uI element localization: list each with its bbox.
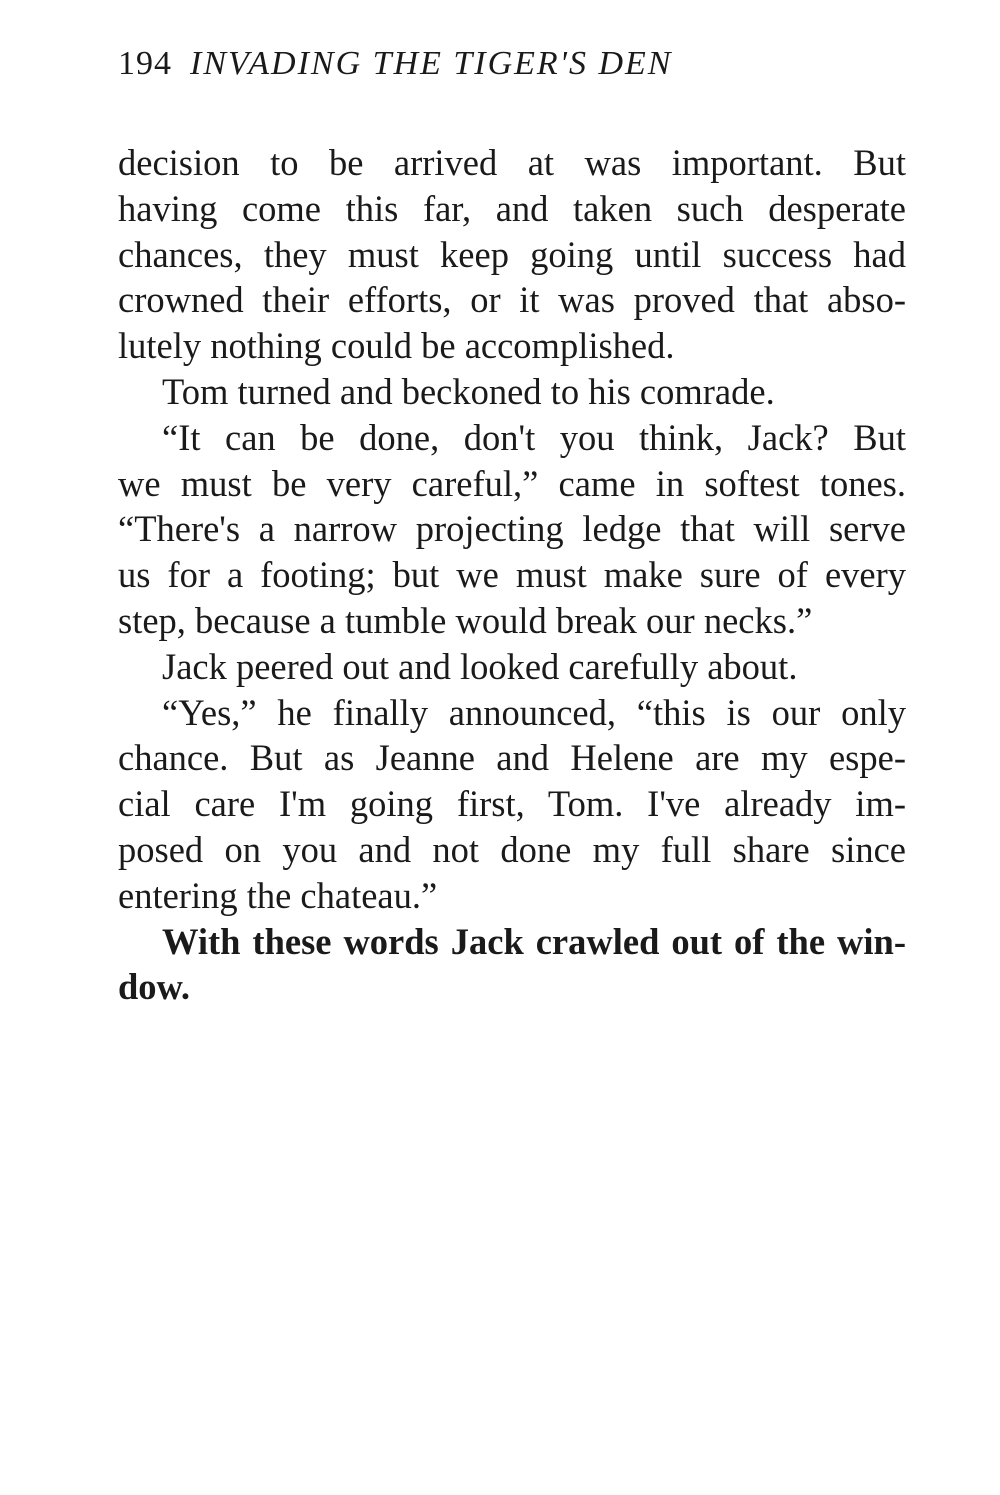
text-line: decision to be arrived at was important. But [118, 142, 906, 183]
text-line: dow. [118, 966, 191, 1008]
text-line: cial care I'm going first, Tom. I've already im- [118, 783, 906, 825]
text-line: “It can be done, don't you think, Jack? But [162, 416, 906, 458]
paragraph [118, 140, 906, 369]
running-head [118, 36, 906, 92]
text-line: “Yes,” he finally announced, “this is our only [162, 691, 906, 733]
paragraph [118, 644, 906, 690]
text-line: lutely nothing could be accomplished. [118, 325, 675, 367]
text-line: Jack peered out and looked carefully about. [162, 645, 798, 687]
paragraph [118, 690, 906, 919]
text-line: we must be very careful,” came in softest tones. [118, 462, 906, 504]
book-page [118, 36, 906, 1010]
text-line: chances, they must keep going until success had [118, 233, 906, 275]
paragraph [118, 415, 906, 644]
paragraph [118, 919, 906, 1011]
text-line: posed on you and not done my full share since [118, 828, 906, 870]
text-line: us for a footing; but we must make sure of every [118, 554, 906, 596]
body-text [118, 140, 906, 1010]
text-line: crowned their efforts, or it was proved that abso- [118, 279, 906, 321]
paragraph [118, 369, 906, 415]
text-line: Tom turned and beckoned to his comrade. [162, 370, 775, 412]
text-line: entering the chateau.” [118, 874, 438, 916]
text-line: “There's a narrow projecting ledge that will serve [118, 508, 906, 550]
text-line: step, because a tumble would break our necks.” [118, 599, 813, 641]
page-number: 194 [118, 45, 172, 82]
text-line: having come this far, and taken such desperate [118, 187, 906, 229]
text-line: chance. But as Jeanne and Helene are my espe- [118, 737, 906, 779]
running-title: INVADING THE TIGER'S DEN [190, 45, 673, 82]
text-line: With these words Jack crawled out of the win- [162, 920, 906, 962]
